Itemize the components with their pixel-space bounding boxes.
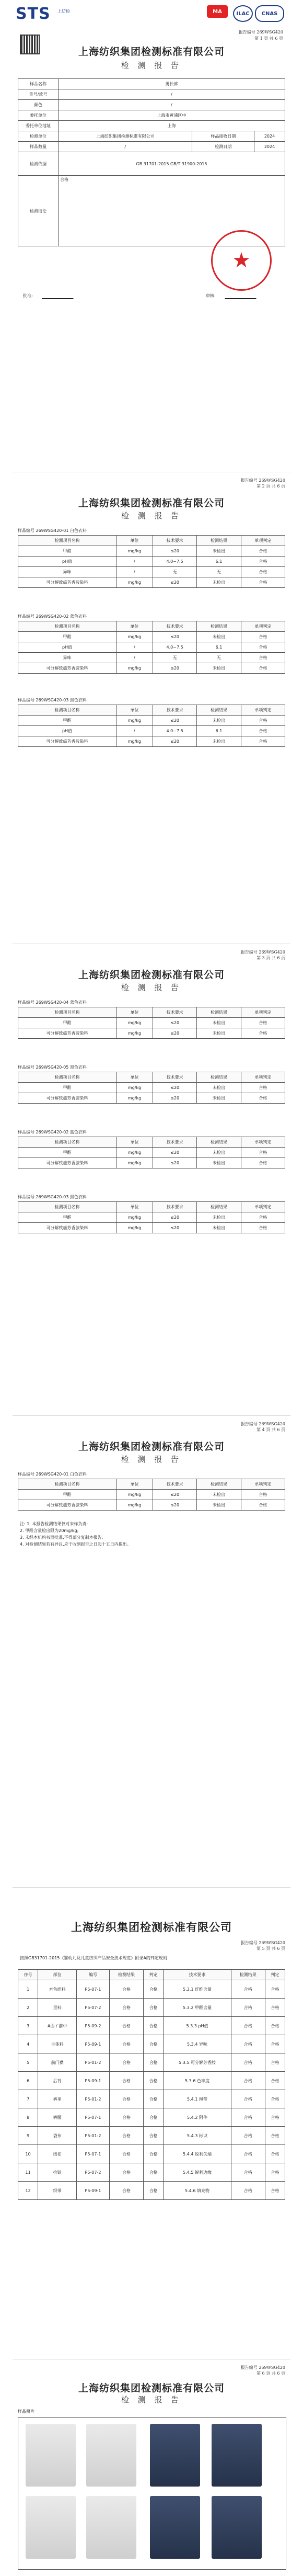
table-cell: P5-01-2 [76,2090,109,2108]
table-cell: 合格 [265,1999,285,2017]
page-header-info: 报告编号 269WSG420 第 2 页 共 6 页 [240,478,285,489]
table-row [18,2035,285,2053]
table-cell: 5.3.3 pH值 [164,2017,231,2035]
table-cell: 合格 [231,2108,265,2127]
table-cell: 合格 [143,1999,163,2017]
table-cell: 合格 [143,2072,163,2090]
table-cell: 合格 [110,2053,144,2072]
table-header-row: 检测项目名称 单位 技术要求 检测结果 单项判定 [18,536,285,546]
company-name: 上海纺织集团检测标准有限公司 [71,1921,232,1934]
table-row: 可分解致癌芳香胺染料 mg/kg ≤20 未检出 合格 [18,1093,285,1104]
evaluation-intro: 按照GB31701-2015《婴幼儿及儿童纺织产品安全技术规范》附录A的判定规则 [20,1956,167,1960]
table-cell: 5.3.6 色牢度 [164,2072,231,2090]
section-title: 样品编号 269WSG420-03 黑色衣料 [18,698,87,702]
table-row: 检测结论 合格 [18,176,285,246]
page-header-info: 报告编号 269WSG420 第 3 页 共 6 页 [240,950,285,960]
table-cell: 合格 [265,2127,285,2145]
table-cell: 织带 [38,2182,77,2200]
table-cell: 合格 [265,2017,285,2035]
page-header-info: 报告编号 269WSG420 第 5 页 共 6 页 [240,1940,285,1951]
table-row [18,1980,285,1999]
approver-signature: 批准: [23,293,33,298]
table-row: 可分解致癌芳香胺染料 mg/kg ≤20 未检出 合格 [18,663,285,674]
table-cell: 5.3.1 纤维含量 [164,1980,231,1999]
report-title: 检 测 报 告 [121,511,182,520]
table-cell: 合格 [143,2017,163,2035]
table-row: 可分解致癌芳香胺染料 mg/kg ≤20 未检出 合格 [18,577,285,588]
table-cell: 合格 [143,2108,163,2127]
table-row [18,2017,285,2035]
test-result-table [18,1072,285,1104]
table-cell: 合格 [265,2035,285,2053]
table-row [18,2127,285,2145]
ma-mark-icon: MA [207,5,228,18]
table-row: 可分解致癌芳香胺染料 mg/kg ≤20 未检出 合格 [18,736,285,747]
table-cell: 纽扣 [38,2145,77,2163]
table-cell: 5.3.4 异味 [164,2035,231,2053]
company-name: 上海纺织集团检测标准有限公司 [78,1441,225,1452]
table-cell: P5-07-1 [76,1980,109,1999]
table-cell: P5-09-1 [76,2035,109,2053]
company-name: 上海纺织集团检测标准有限公司 [78,497,225,509]
table-cell: 合格 [110,2090,144,2108]
table-cell: P5-09-2 [76,2017,109,2035]
report-page-1 [13,0,290,471]
table-cell: 10 [18,2145,38,2163]
table-header-row: 检测项目名称 单位 技术要求 检测结果 单项判定 [18,1007,285,1018]
table-row: pH值 / 4.0~7.5 6.1 合格 [18,557,285,567]
report-title: 检 测 报 告 [121,61,182,70]
report-page-2 [13,472,290,943]
table-cell: 合格 [231,1980,265,1999]
table-cell: 合格 [231,2090,265,2108]
test-result-table [18,1201,285,1233]
table-cell: 合格 [143,2053,163,2072]
test-result-table [18,1007,285,1039]
evaluation-table [18,1969,285,2200]
table-row [18,2053,285,2072]
test-result-table [18,535,285,588]
table-cell: A面 / 前中 [38,2017,77,2035]
table-row: 异味 / 无 无 合格 [18,653,285,663]
table-cell: 9 [18,2127,38,2145]
table-cell: 合格 [143,2035,163,2053]
table-row: 甲醛 mg/kg ≤20 未检出 合格 [18,716,285,726]
table-row: 甲醛 mg/kg ≤20 未检出 合格 [18,632,285,642]
table-cell: 2 [18,1999,38,2017]
table-cell: 8 [18,2108,38,2127]
table-row: 委托单位 上海市黄浦区中 [18,110,285,121]
report-title: 检 测 报 告 [121,983,182,992]
report-page-4 [13,1415,290,1887]
table-row: 甲醛 mg/kg ≤20 未检出 合格 [18,1490,285,1500]
table-row: 颜色 / [18,100,285,110]
table-cell: 5.4.4 锐利尖端 [164,2145,231,2163]
table-cell: 合格 [231,2163,265,2182]
table-row: 可分解致癌芳香胺染料 mg/kg ≤20 未检出 合格 [18,1158,285,1168]
table-row: 异味 / 无 无 合格 [18,567,285,577]
table-cell: 合格 [110,2127,144,2145]
table-row: 甲醛 mg/kg ≤20 未检出 合格 [18,546,285,557]
table-cell: P5-07-2 [76,2163,109,2182]
shirt-photo [26,2424,76,2487]
table-cell: 5 [18,2053,38,2072]
table-cell: 合格 [110,2163,144,2182]
pants-photo [212,2496,262,2559]
table-cell: 合格 [231,2053,265,2072]
section-title: 样品编号 269WSG420-01 白色衣料 [18,528,87,533]
table-cell: 前门襟 [38,2053,77,2072]
test-result-table [18,1479,285,1511]
section-title: 样品编号 269WSG420-04 蓝色衣料 [18,1000,87,1005]
table-row: 甲醛 mg/kg ≤20 未检出 合格 [18,1018,285,1028]
table-header-row: 检测项目名称 单位 技术要求 检测结果 单项判定 [18,1137,285,1148]
pants-photo [150,2496,200,2559]
table-cell: 1 [18,1980,38,1999]
report-title: 检 测 报 告 [121,2395,182,2404]
table-cell: 裤里 [38,2090,77,2108]
table-row [18,1999,285,2017]
table-cell: 合格 [143,2127,163,2145]
table-cell: 合格 [231,2035,265,2053]
table-cell: 合格 [110,2017,144,2035]
official-seal [211,230,272,291]
table-cell: 合格 [143,2090,163,2108]
table-cell: 合格 [110,2072,144,2090]
table-row [18,2145,285,2163]
table-row: 样品数量 / 检测日期 2024 [18,142,285,152]
table-cell: 合格 [231,2182,265,2200]
checker-signature: 审核: [206,293,216,298]
table-header-row: 序号 部位 编号 检测结果 判定 技术要求 检测结果 判定 [18,1970,285,1980]
table-cell: 合格 [143,2145,163,2163]
table-cell: 5.4.2 附件 [164,2108,231,2127]
table-cell: P5-09-1 [76,2072,109,2090]
table-row: 可分解致癌芳香胺染料 mg/kg ≤20 未检出 合格 [18,1223,285,1233]
table-row: pH值 / 4.0~7.5 6.1 合格 [18,642,285,653]
table-cell: 合格 [110,2145,144,2163]
table-row: 检测依据 GB 31701-2015 GB/T 31900-2015 [18,152,285,176]
company-name: 上海纺织集团检测标准有限公司 [78,969,225,981]
table-row [18,2090,285,2108]
section-title: 样品编号 269WSG420-03 黑色衣料 [18,1195,87,1199]
table-row: 委托单位地址 上海 [18,121,285,131]
table-row: 可分解致癌芳香胺染料 mg/kg ≤20 未检出 合格 [18,1028,285,1039]
table-cell: 合格 [231,2127,265,2145]
table-cell: 合格 [265,2182,285,2200]
table-cell: 合格 [143,2163,163,2182]
table-row: 可分解致癌芳香胺染料 mg/kg ≤20 未检出 合格 [18,1500,285,1511]
table-header-row: 检测项目名称 单位 技术要求 检测结果 单项判定 [18,1072,285,1083]
table-cell: 裤腰 [38,2108,77,2127]
table-cell: 合格 [265,2072,285,2090]
table-row: 甲醛 mg/kg ≤20 未检出 合格 [18,1148,285,1158]
sample-info-table [18,78,285,246]
table-cell: P5-01-2 [76,2127,109,2145]
table-cell: 12 [18,2182,38,2200]
table-row: pH值 / 4.0~7.5 6.1 合格 [18,726,285,736]
table-row: 甲醛 mg/kg ≤20 未检出 合格 [18,1083,285,1093]
table-cell: 5.4.6 填充物 [164,2182,231,2200]
table-row [18,2182,285,2200]
table-cell: 里料 [38,1999,77,2017]
table-row: 检测单位 上海纺织集团检测标准有限公司 样品接收日期 2024 [18,131,285,142]
table-cell: 5.4.5 锐利边缘 [164,2163,231,2182]
approver-signature-mark [42,288,77,299]
report-number: 报告编号 269WSG420 第 1 页 共 6 页 [238,30,283,41]
table-row [18,2108,285,2127]
table-cell: P5-07-1 [76,2108,109,2127]
table-cell: 4 [18,2035,38,2053]
pants-photo [150,2424,200,2487]
table-cell: 合格 [110,2035,144,2053]
table-cell: 5.4.1 绳带 [164,2090,231,2108]
section-title: 样品编号 269WSG420-02 蓝色衣料 [18,614,87,619]
table-cell: 袋布 [38,2127,77,2145]
photos-title: 样品照片 [18,2409,34,2414]
table-cell: 合格 [231,2072,265,2090]
page-header-info: 报告编号 269WSG420 第 6 页 共 6 页 [240,2365,285,2376]
company-name: 上海纺织集团检测标准有限公司 [78,2382,225,2394]
report-notes: 注: 1. 本报告检测结果仅对来样负责; 2. 甲醛含量检出限为20mg/kg; 3. 未经本机构书面批准,不得部分复制本报告; 4. 对检测结果若有异议,应于收到报告之日起十五日内提出。 [20,1522,131,1547]
test-result-table [18,705,285,747]
table-row: 样品名称 男长裤 [18,79,285,89]
report-page-5 [13,1887,290,2358]
pants-photo [212,2424,262,2487]
section-title: 样品编号 269WSG420-05 黑色衣料 [18,1065,87,1070]
table-cell: P5-09-1 [76,2182,109,2200]
table-cell: 7 [18,2090,38,2108]
shirt-photo [86,2424,136,2487]
table-cell: 合格 [231,2017,265,2035]
certification-marks [207,5,285,26]
table-cell: 合格 [143,1980,163,1999]
table-cell: 合格 [265,1980,285,1999]
report-page-6 [13,2359,290,2576]
table-cell: 合格 [231,2145,265,2163]
table-cell: 主体料 [38,2035,77,2053]
test-result-table [18,1137,285,1168]
table-header-row: 检测项目名称 单位 技术要求 检测结果 单项判定 [18,1479,285,1490]
table-cell: 合格 [265,2090,285,2108]
table-cell: 合格 [265,2053,285,2072]
table-cell: P5-01-2 [76,2053,109,2072]
table-cell: 5.3.2 甲醛含量 [164,1999,231,2017]
ilac-mark-icon: ILAC [233,5,253,22]
sts-logo: STS 上纺检 [16,5,70,23]
table-cell: 合格 [110,2108,144,2127]
company-name: 上海纺织集团检测标准有限公司 [78,46,225,58]
table-cell: 5.4.3 标识 [164,2127,231,2145]
page-header-info: 报告编号 269WSG420 第 4 页 共 6 页 [240,1422,285,1432]
table-cell: 6 [18,2072,38,2090]
table-cell: 合格 [265,2108,285,2127]
star-icon: ★ [232,248,251,273]
table-cell: 合格 [143,2182,163,2200]
table-cell: 合格 [110,1999,144,2017]
report-title: 检 测 报 告 [121,1455,182,1464]
section-title: 样品编号 269WSG420-02 蓝色衣料 [18,1130,87,1134]
table-cell: 合格 [110,1980,144,1999]
table-row: 货号/款号 / [18,89,285,100]
shirt-photo [86,2496,136,2559]
report-page-3 [13,944,290,1415]
evaluation-table-body [18,1980,285,2200]
shirt-photo [26,2496,76,2559]
table-header-row: 检测项目名称 单位 技术要求 检测结果 单项判定 [18,705,285,716]
table-cell: 11 [18,2163,38,2182]
table-cell: 合格 [265,2145,285,2163]
table-cell: 5.3.5 可分解芳香胺 [164,2053,231,2072]
table-cell: 合格 [265,2163,285,2182]
table-row [18,2163,285,2182]
table-cell: 3 [18,2017,38,2035]
table-cell: 本色面料 [38,1980,77,1999]
table-cell: P5-07-1 [76,2145,109,2163]
table-header-row: 检测项目名称 单位 技术要求 检测结果 单项判定 [18,621,285,632]
checker-signature-mark [225,288,260,299]
cnas-mark-icon: CNAS [255,5,284,22]
table-cell: 合格 [110,2182,144,2200]
table-header-row: 检测项目名称 单位 技术要求 检测结果 单项判定 [18,1202,285,1212]
test-result-table [18,621,285,674]
table-cell: 拉链 [38,2163,77,2182]
table-cell: P5-07-2 [76,1999,109,2017]
table-row: 甲醛 mg/kg ≤20 未检出 合格 [18,1212,285,1223]
section-title: 样品编号 269WSG420-01 白色衣料 [18,1472,87,1477]
table-cell: 后背 [38,2072,77,2090]
table-row [18,2072,285,2090]
sample-photos [18,2417,286,2570]
table-cell: 合格 [231,1999,265,2017]
